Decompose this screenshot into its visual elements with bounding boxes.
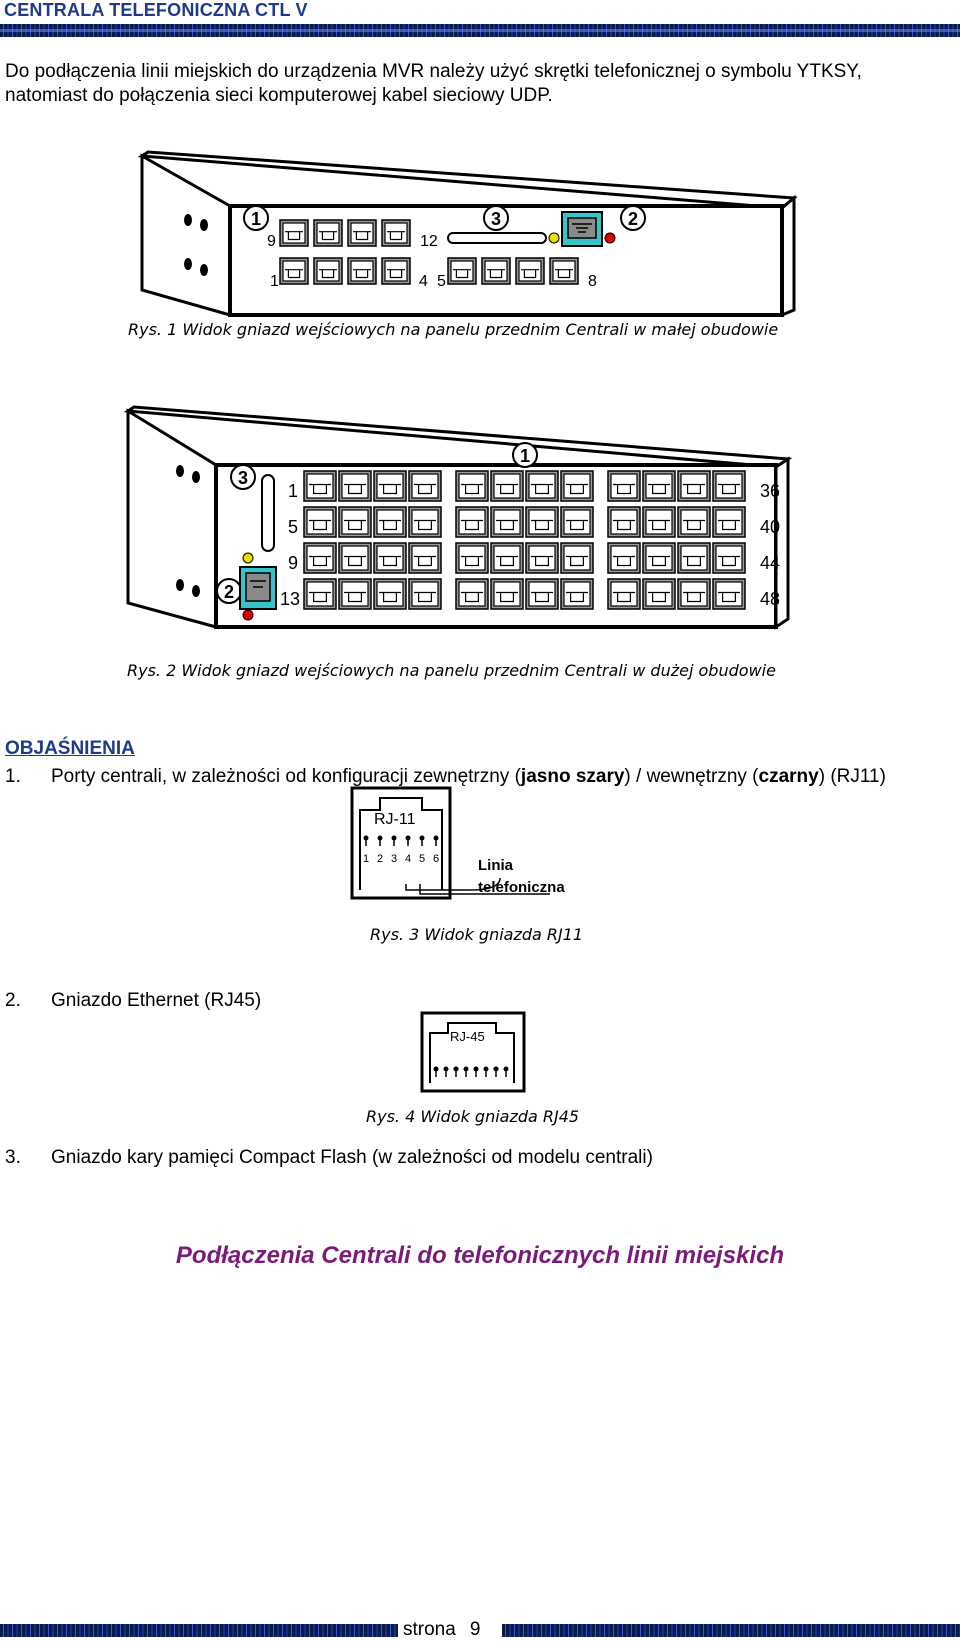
rj11-port: [643, 507, 675, 537]
rj11-port: [374, 471, 406, 501]
rj11-port: [678, 471, 710, 501]
rj11-port: [491, 579, 523, 609]
svg-text:2: 2: [223, 582, 235, 602]
rj11-port: [409, 471, 441, 501]
rj11-port: [339, 543, 371, 573]
figure-4-caption: Rys. 4 Widok gniazda RJ45: [366, 1107, 580, 1126]
rj11-port-3: [550, 258, 578, 284]
pin-number: 6: [433, 853, 440, 865]
rj11-port: [491, 471, 523, 501]
page-number: [403, 1619, 494, 1641]
callout-3: [484, 206, 508, 230]
rj11-port: [608, 543, 640, 573]
svg-text:2: 2: [627, 209, 639, 229]
rj11-port: [526, 543, 558, 573]
rj11-port-3: [382, 220, 410, 246]
rj11-port: [643, 579, 675, 609]
rj11-port: [304, 543, 336, 573]
port-label-12: 12: [420, 233, 438, 250]
rj11-port: [304, 471, 336, 501]
port-label-36: 36: [760, 481, 781, 501]
rj11-port: [491, 507, 523, 537]
rj11-port: [678, 507, 710, 537]
rj11-port: [374, 543, 406, 573]
rj11-port: [713, 471, 745, 501]
footer-rule-left: [0, 1624, 398, 1637]
item-text-b: ) / wewnętrzny (: [624, 766, 759, 787]
intro-paragraph: [5, 60, 955, 108]
rj11-port: [526, 507, 558, 537]
pin-number: 5: [419, 853, 426, 865]
rj11-port: [456, 507, 488, 537]
rj11-port: [409, 543, 441, 573]
rj11-port-1: [314, 258, 342, 284]
compact-flash-slot: [448, 233, 546, 243]
rj11-port: [713, 507, 745, 537]
status-led-yellow: [549, 233, 559, 243]
callout-1: [513, 443, 537, 467]
explanation-item-2: [5, 990, 261, 1012]
figure-4-rj45-jack: [420, 1011, 530, 1093]
rj11-port: [456, 579, 488, 609]
explanation-item-1: [5, 766, 886, 788]
rj11-port-0: [280, 220, 308, 246]
port-label-13: 13: [280, 589, 301, 609]
figure-2-large-case: [120, 405, 800, 635]
port-label-9: 9: [288, 553, 299, 573]
rj11-port: [304, 507, 336, 537]
svg-text:3: 3: [237, 468, 249, 488]
callout-2: [621, 206, 645, 230]
rj11-port: [561, 543, 593, 573]
port-label-44: 44: [760, 553, 781, 573]
item-number: 3.: [5, 1147, 21, 1168]
rj11-port: [491, 543, 523, 573]
item-text: Gniazdo Ethernet (RJ45): [51, 990, 262, 1011]
callout-1: [244, 206, 268, 230]
rj45-label: RJ-45: [450, 1029, 485, 1044]
figure-2-caption: Rys. 2 Widok gniazd wejściowych na panelu przednim Centrali w dużej obudowie: [127, 661, 776, 680]
rj11-port: [713, 543, 745, 573]
callout-2: [217, 579, 241, 603]
item-number: 1.: [5, 766, 21, 787]
rj11-port: [561, 471, 593, 501]
item-number: 2.: [5, 990, 21, 1011]
rj11-port: [456, 543, 488, 573]
document-title: CENTRALA TELEFONICZNA CTL V: [4, 0, 308, 20]
rj11-port-0: [280, 258, 308, 284]
rj11-port: [678, 579, 710, 609]
rj11-port-2: [348, 220, 376, 246]
rj11-port: [561, 507, 593, 537]
port-label-5: 5: [288, 517, 299, 537]
footer-rule-right: [502, 1624, 960, 1637]
ethernet-port: [562, 212, 602, 246]
rj11-label: RJ-11: [374, 811, 416, 828]
explanation-item-3: [5, 1147, 653, 1169]
rj11-port: [409, 507, 441, 537]
rj11-port: [561, 579, 593, 609]
svg-text:1: 1: [250, 209, 262, 229]
port-label-48: 48: [760, 589, 781, 609]
intro-line-2: natomiast do połączenia sieci komputerowej kabel sieciowy UDP.: [5, 85, 553, 106]
rj11-port-2: [516, 258, 544, 284]
status-led-yellow: [243, 553, 253, 563]
rj11-port: [339, 471, 371, 501]
rj11-port: [304, 579, 336, 609]
page-label: strona: [403, 1619, 456, 1640]
rj11-port: [608, 579, 640, 609]
item-bold-a: jasno szary: [520, 766, 625, 787]
rj11-port: [409, 579, 441, 609]
item-text-a: Porty centrali, w zależności od konfiguracji zewnętrzny (: [51, 766, 521, 787]
item-text-c: ) (RJ11): [818, 766, 886, 787]
svg-text:1: 1: [519, 446, 531, 466]
section-subtitle: Podłączenia Centrali do telefonicznych linii miejskich: [175, 1242, 785, 1269]
figure-3-rj11-jack: [350, 786, 600, 906]
pin-number: 4: [405, 853, 412, 865]
rj11-port: [608, 471, 640, 501]
item-bold-b: czarny: [758, 766, 819, 787]
port-label-4: 4: [419, 273, 428, 290]
header-rule: [0, 24, 960, 37]
pin-number: 1: [363, 853, 370, 865]
rj11-port-3: [382, 258, 410, 284]
pin-number: 3: [391, 853, 398, 865]
item-text: Gniazdo kary pamięci Compact Flash (w zależności od modelu centrali): [51, 1147, 653, 1168]
rj11-port-1: [482, 258, 510, 284]
figure-3-caption: Rys. 3 Widok gniazda RJ11: [370, 925, 584, 944]
page-value: 9: [469, 1619, 481, 1640]
rj11-port: [678, 543, 710, 573]
rj11-port: [374, 579, 406, 609]
rj11-port: [608, 507, 640, 537]
rj11-port: [374, 507, 406, 537]
svg-text:3: 3: [490, 209, 502, 229]
line-label-1: Linia: [478, 857, 514, 874]
compact-flash-slot: [262, 475, 274, 551]
intro-line-1: Do podłączenia linii miejskich do urządzenia MVR należy użyć skrętki telefonicznej o symbolu YTKSY,: [5, 61, 862, 82]
ethernet-port: [240, 567, 276, 609]
rj11-port: [456, 471, 488, 501]
status-led-red: [243, 610, 253, 620]
rj11-port: [339, 579, 371, 609]
rj11-port: [526, 579, 558, 609]
rj11-port: [339, 507, 371, 537]
port-label-5: 5: [437, 273, 446, 290]
rj11-port: [713, 579, 745, 609]
port-label-9: 9: [267, 233, 276, 250]
figure-1-small-case: [130, 150, 810, 320]
rj11-port: [643, 471, 675, 501]
line-label-2: telefoniczna: [478, 879, 565, 896]
rj11-port: [643, 543, 675, 573]
pin-number: 2: [377, 853, 384, 865]
port-label-40: 40: [760, 517, 781, 537]
rj11-port: [526, 471, 558, 501]
port-label-1: 1: [288, 481, 299, 501]
rj11-port-2: [348, 258, 376, 284]
explanations-heading: OBJAŚNIENIA: [5, 738, 135, 759]
port-label-8: 8: [588, 273, 597, 290]
callout-3: [231, 465, 255, 489]
figure-1-caption: Rys. 1 Widok gniazd wejściowych na panelu przednim Centrali w małej obudowie: [128, 320, 779, 339]
rj11-port-1: [314, 220, 342, 246]
port-label-1: 1: [270, 273, 279, 290]
rj11-port-0: [448, 258, 476, 284]
status-led-red: [605, 233, 615, 243]
